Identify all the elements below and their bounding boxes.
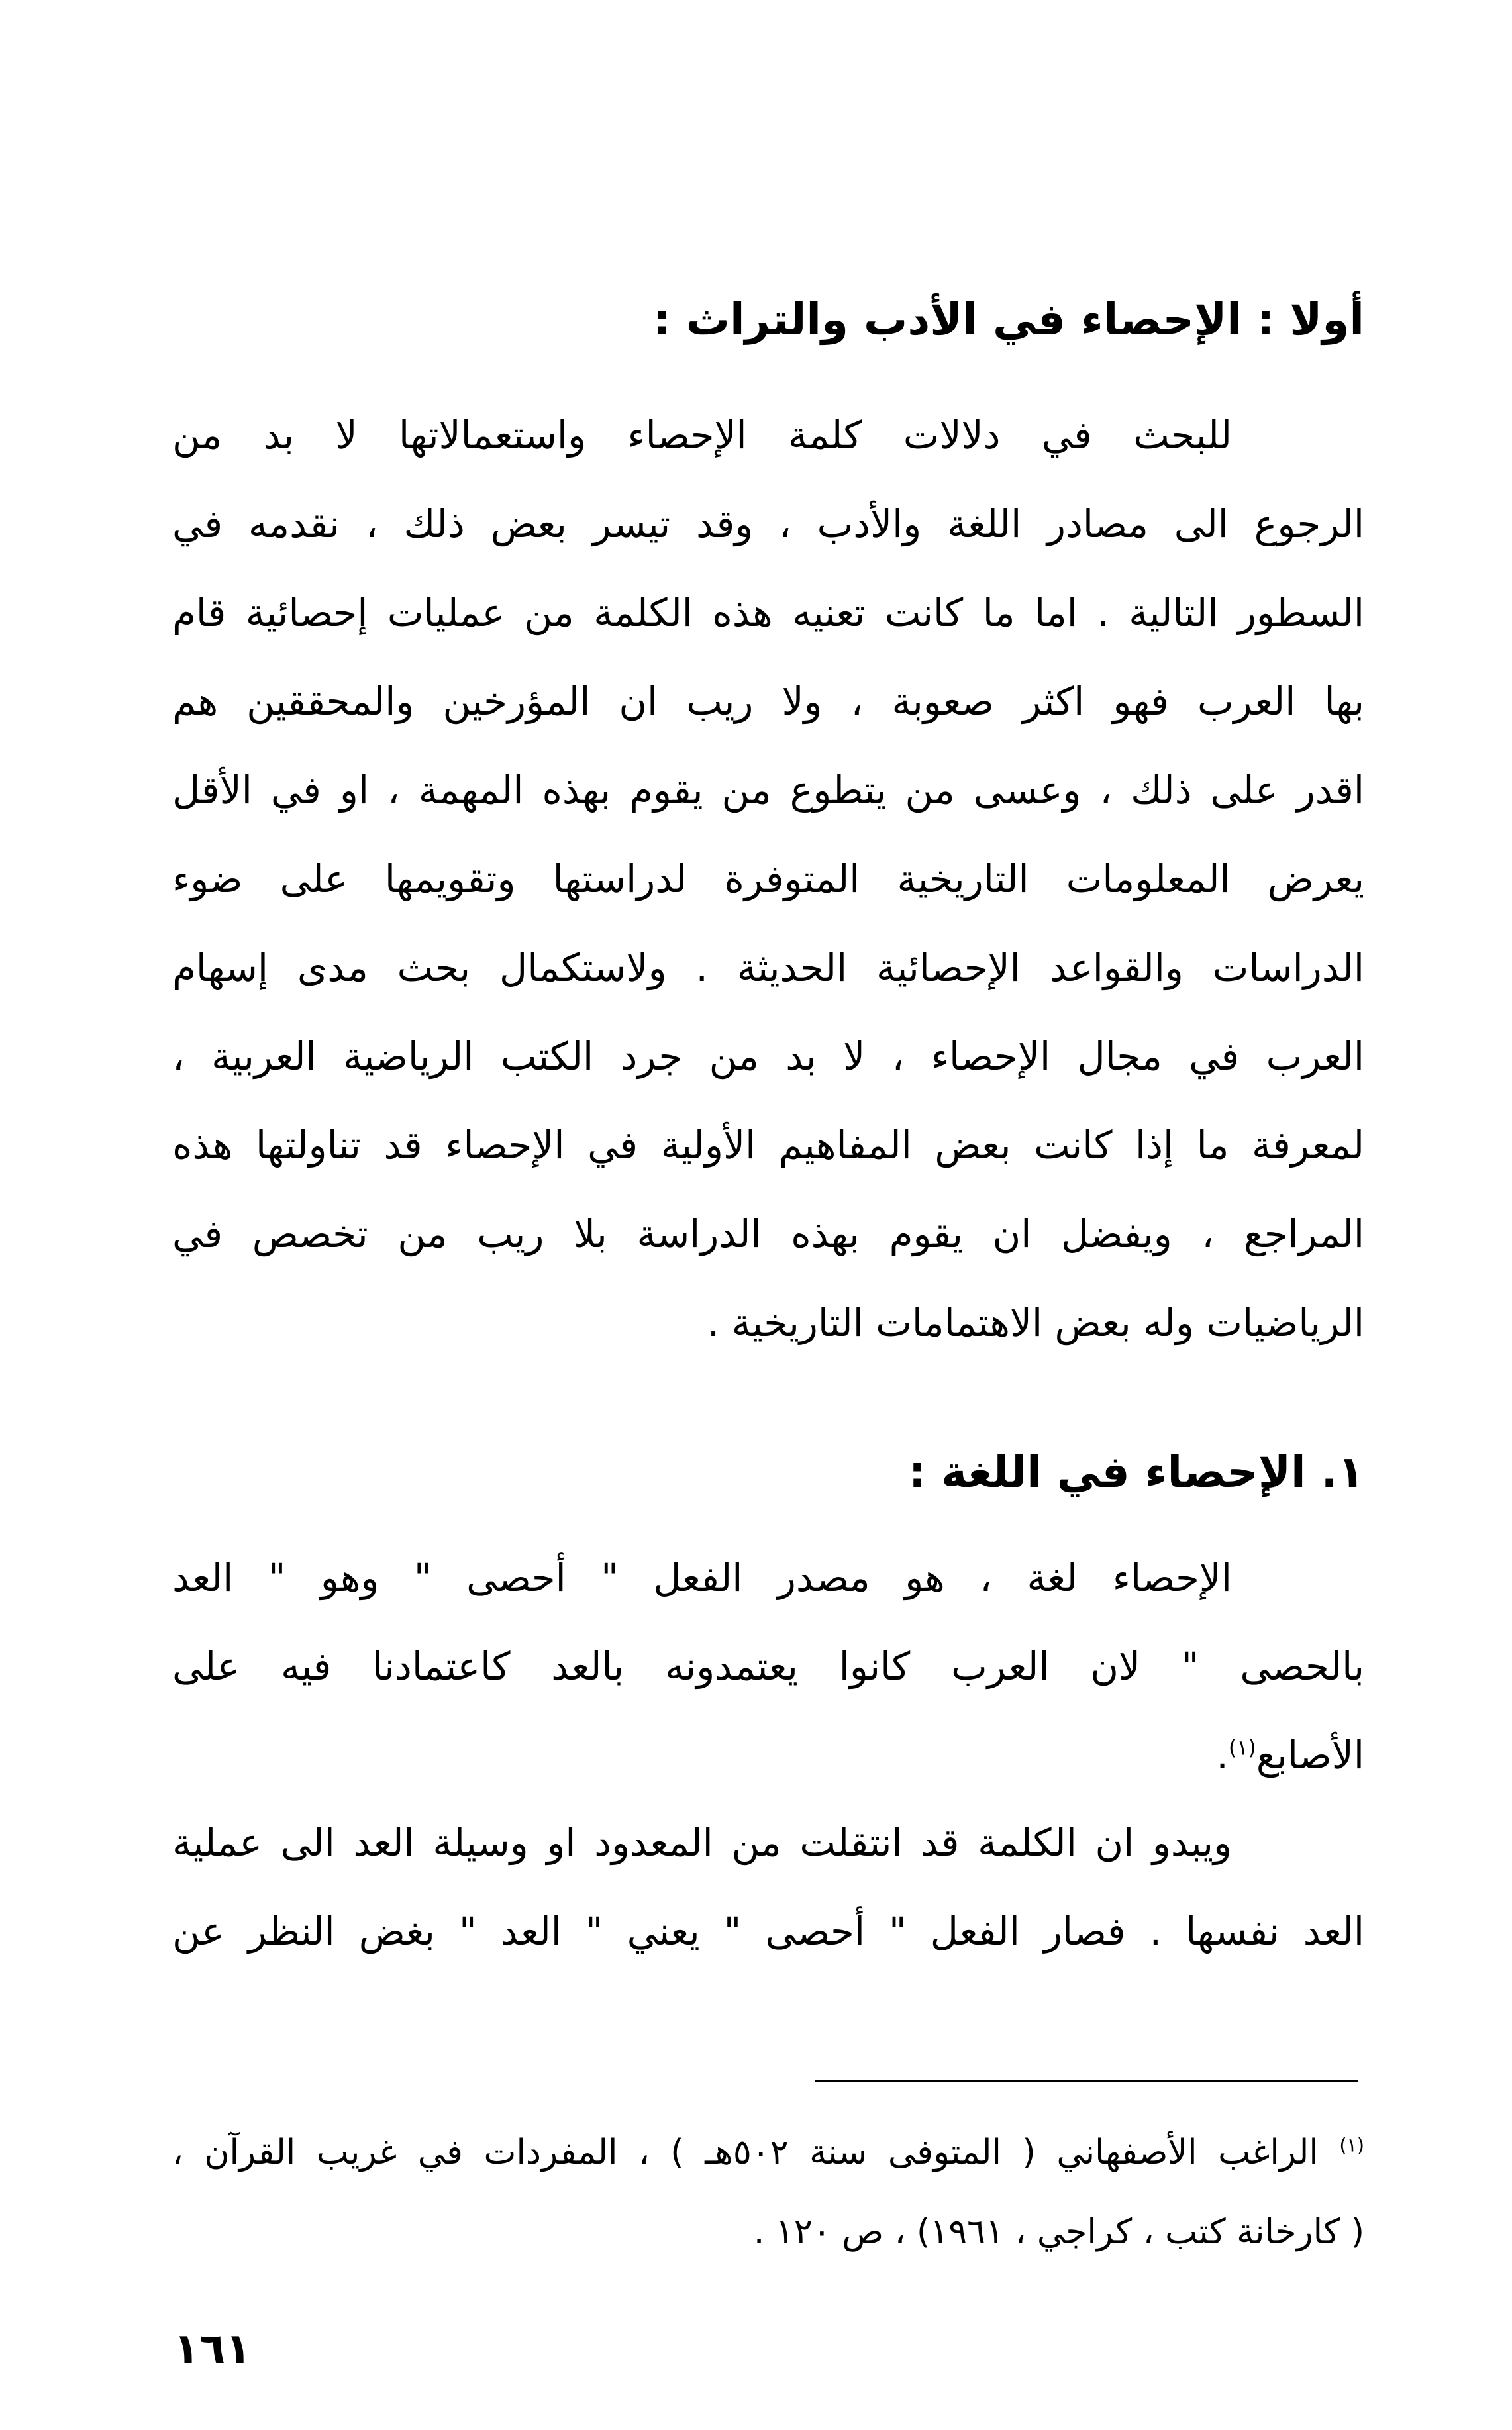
footnote-reference: (١) xyxy=(1228,1735,1256,1760)
footnote xyxy=(172,2113,1364,2272)
paragraph-line: الدراسات والقواعد الإحصائية الحديثة . ولاستكمال بحث مدى إسهام xyxy=(172,945,1364,990)
paragraph-line xyxy=(172,1711,1364,1799)
paragraph-line: للبحث في دلالات كلمة الإحصاء واستعمالاتها لا بد من xyxy=(172,413,1232,458)
paragraph-text: الأصابع xyxy=(1256,1733,1364,1778)
paragraph-text: . xyxy=(1216,1733,1229,1778)
page-number: ١٦١ xyxy=(174,2325,252,2374)
paragraph-line: بها العرب فهو اكثر صعوبة ، ولا ريب ان المؤرخين والمحققين هم xyxy=(172,679,1364,724)
paragraph-line: العرب في مجال الإحصاء ، لا بد من جرد الكتب الرياضية العربية ، xyxy=(172,1034,1364,1079)
paragraph-line: لمعرفة ما إذا كانت بعض المفاهيم الأولية في الإحصاء قد تناولتها هذه xyxy=(172,1123,1364,1168)
intro-paragraph xyxy=(172,391,1364,1367)
footnote-separator xyxy=(815,2080,1358,2082)
paragraph-line: بالحصى " لان العرب كانوا يعتمدونه بالعد كاعتمادنا فيه على xyxy=(172,1644,1364,1689)
section-heading xyxy=(172,291,1364,348)
section-heading-text: أولا : الإحصاء في الأدب والتراث : xyxy=(653,294,1364,345)
footnote-marker: (١) xyxy=(1339,2133,1365,2156)
footnote-text: الراغب الأصفهاني ( المتوفى سنة ٥٠٢هـ ) ، المفردات في غريب القرآن ، xyxy=(172,2133,1319,2172)
paragraph-line: السطور التالية . اما ما كانت تعنيه هذه الكلمة من عمليات إحصائية قام xyxy=(172,590,1364,635)
paragraph-line: اقدر على ذلك ، وعسى من يتطوع من يقوم بهذه المهمة ، او في الأقل xyxy=(172,768,1364,813)
paragraph-line: ويبدو ان الكلمة قد انتقلت من المعدود او وسيلة العد الى عملية xyxy=(172,1820,1232,1865)
footnote-line: ( كارخانة كتب ، كراجي ، ١٩٦١) ، ص ١٢٠ . xyxy=(753,2212,1364,2252)
paragraph-line: العد نفسها . فصار الفعل " أحصى " يعني " العد " بغض النظر عن xyxy=(172,1909,1364,1954)
subsection-heading xyxy=(172,1444,1364,1501)
paragraph-line: الرجوع الى مصادر اللغة والأدب ، وقد تيسر بعض ذلك ، نقدمه في xyxy=(172,501,1364,546)
subsection-heading-text: ١. الإحصاء في اللغة : xyxy=(908,1446,1364,1497)
subsection-paragraph xyxy=(172,1798,1364,1976)
subsection-paragraph xyxy=(172,1533,1364,1799)
paragraph-line: الإحصاء لغة ، هو مصدر الفعل " أحصى " وهو " العد xyxy=(172,1555,1232,1600)
paragraph-line: يعرض المعلومات التاريخية المتوفرة لدراستها وتقويمها على ضوء xyxy=(172,856,1364,901)
footnote-line xyxy=(172,2113,1364,2192)
paragraph-line: المراجع ، ويفضل ان يقوم بهذه الدراسة بلا ريب من تخصص في xyxy=(172,1211,1364,1256)
paragraph-line: الرياضيات وله بعض الاهتمامات التاريخية . xyxy=(707,1300,1364,1345)
